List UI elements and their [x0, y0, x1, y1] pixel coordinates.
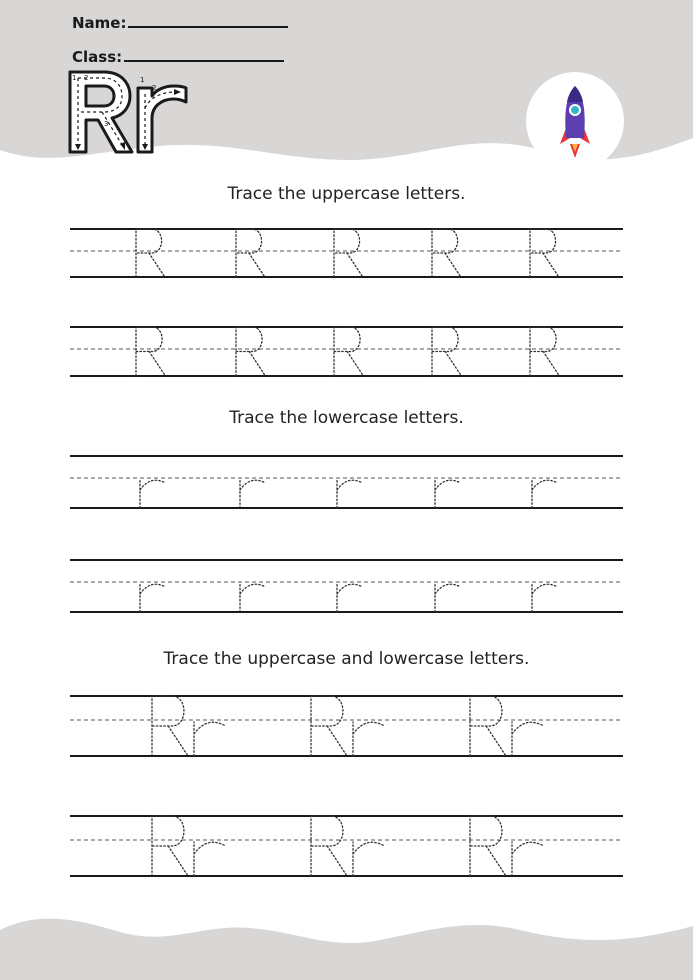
svg-text:1: 1 [72, 74, 77, 82]
instruction-lowercase: Trace the lowercase letters. [229, 408, 464, 428]
svg-text:2: 2 [152, 84, 157, 92]
class-label: Class: [72, 48, 123, 66]
svg-text:3: 3 [104, 120, 109, 128]
svg-text:1: 1 [140, 76, 145, 84]
instruction-upper-lower: Trace the uppercase and lowercase letters. [163, 649, 530, 669]
svg-text:2: 2 [84, 74, 89, 82]
instruction-uppercase: Trace the uppercase letters. [227, 184, 466, 204]
name-label: Name: [72, 14, 127, 32]
